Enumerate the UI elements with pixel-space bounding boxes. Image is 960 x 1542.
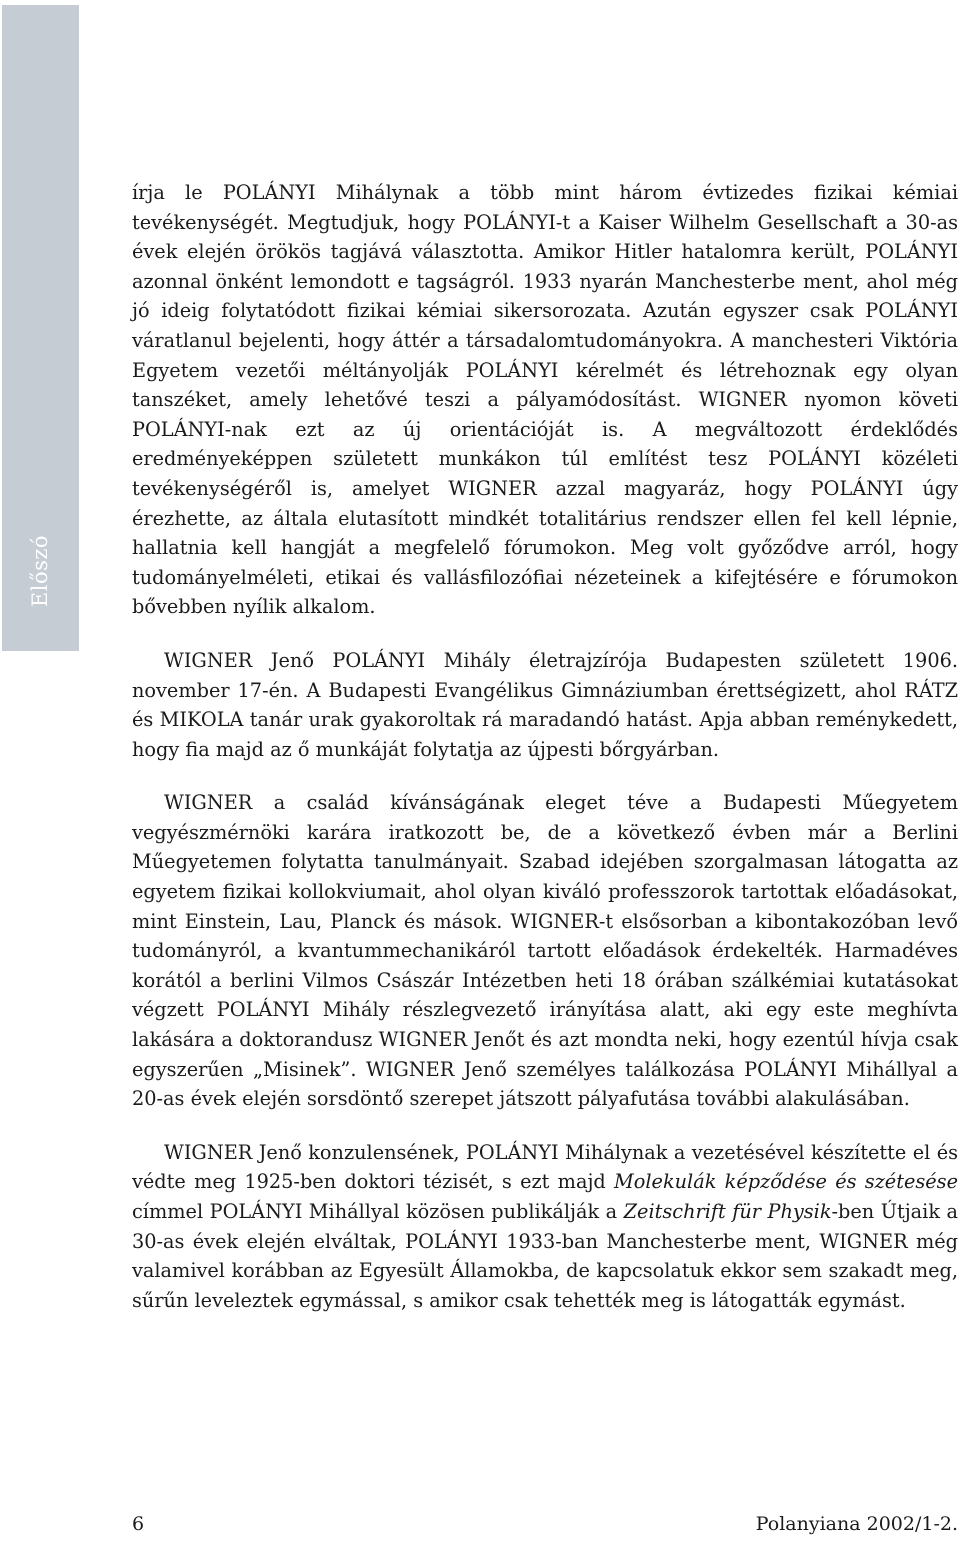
page-number: 6 — [132, 1513, 145, 1535]
section-label: Előszó — [28, 534, 53, 608]
side-tab-label-wrapper — [2, 511, 79, 631]
side-section-tab — [2, 5, 79, 651]
paragraph-4-part-3: -ben Útjaik a 30-as évek elején elváltak, POLÁNYI 1933-ban Manchesterbe ment, WIGNER még valamivel korábban az Egyesült Államokba, de kapcsolatuk ekkor sem szakadt meg, sűrűn leveleztek egymással, s amikor csak tehették meg is látogatták egymást. — [132, 1200, 958, 1312]
paragraph-4 — [132, 1138, 958, 1316]
paragraph-3: WIGNER a család kívánságának eleget téve a Budapesti Műegyetem vegyészmérnöki karára iratkozott be, de a következő évben már a Berlini Műegyetemen folytatta tanulmányait. Szabad idejében szorgalmasan látogatta az egyetem fizikai kollokviumait, ahol olyan kiváló professzorok tartottak előadásokat, mint Einstein, Lau, Planck és mások. WIGNER-t elsősorban a kibontakozóban levő tudományról, a kvantummechanikáról tartott előadások érdekelték. Harmadéves korától a berlini Vilmos Császár Intézetben heti 18 órában szálkémiai kutatásokat végzett POLÁNYI Mihály részlegvezető irányítása alatt, aki egy este meghívta lakására a doktorandusz WIGNER Jenőt és azt mondta neki, hogy ezentúl hívja csak egyszerűen „Misinek”. WIGNER Jenő személyes találkozása POLÁNYI Mihállyal a 20-as évek elején sorsdöntő szerepet játszott pályafutása további alakulásában. — [132, 791, 958, 1111]
paragraph-4-part-1: WIGNER Jenő konzulensének, POLÁNYI Mihálynak a vezetésével készítette el és védte meg 1925-ben doktori tézisét, s ezt majd — [132, 1140, 958, 1194]
article-title-italic: Molekulák képződése és szétesése — [614, 1170, 958, 1194]
main-text-column — [132, 178, 958, 1315]
paragraph-1: írja le POLÁNYI Mihálynak a több mint három évtizedes fizikai kémiai tevékenységét. Megtudjuk, hogy POLÁNYI-t a Kaiser Wilhelm Gesellschaft a 30-as évek elején örökös tagjává választotta. Amikor Hitler hatalomra került, POLÁNYI azonnal önként lemondott e tagságról. 1933 nyarán Manchesterbe ment, ahol még jó ideig folytatódott fizikai kémiai sikersorozata. Azután egyszer csak POLÁNYI váratlanul bejelenti, hogy áttér a társadalomtudományokra. A manchesteri Viktória Egyetem vezetői méltányolják POLÁNYI kérelmét és létrehoznak egy olyan tanszéket, amely lehetővé teszi a pályamódosítást. WIGNER nyomon követi POLÁNYI-nak ezt az új orientációját is. A megváltozott érdeklődés eredményeképpen született munkákon túl említést tesz POLÁNYI közéleti tevékenységéről is, amelyet WIGNER azzal magyaráz, hogy POLÁNYI úgy érezhette, az általa elutasított mindkét totalitárius rendszer ellen fel kell lépnie, hallatnia kell hangját a megfelelő fórumokon. Meg volt győződve arról, hogy tudományelméleti, etikai és vallásfilozófiai nézeteinek a kifejtésére e fórumokon bővebben nyílik alkalom. — [132, 181, 958, 619]
journal-title-italic: Zeitschrift für Physik — [623, 1200, 832, 1223]
page-footer — [132, 1512, 958, 1536]
journal-citation: Polanyiana 2002/1-2. — [755, 1513, 958, 1535]
paragraph-2: WIGNER Jenő POLÁNYI Mihály életrajzírója Budapesten született 1906. november 17-én. A Budapesti Evangélikus Gimnáziumban érettségizett, ahol RÁTZ és MIKOLA tanár urak gyakoroltak rá maradandó hatást. Apja abban reménykedett, hogy fia majd az ő munkáját folytatja az újpesti bőrgyárban. — [132, 648, 958, 761]
paragraph-4-part-2: címmel POLÁNYI Mihállyal közösen publikálják a — [132, 1200, 624, 1223]
